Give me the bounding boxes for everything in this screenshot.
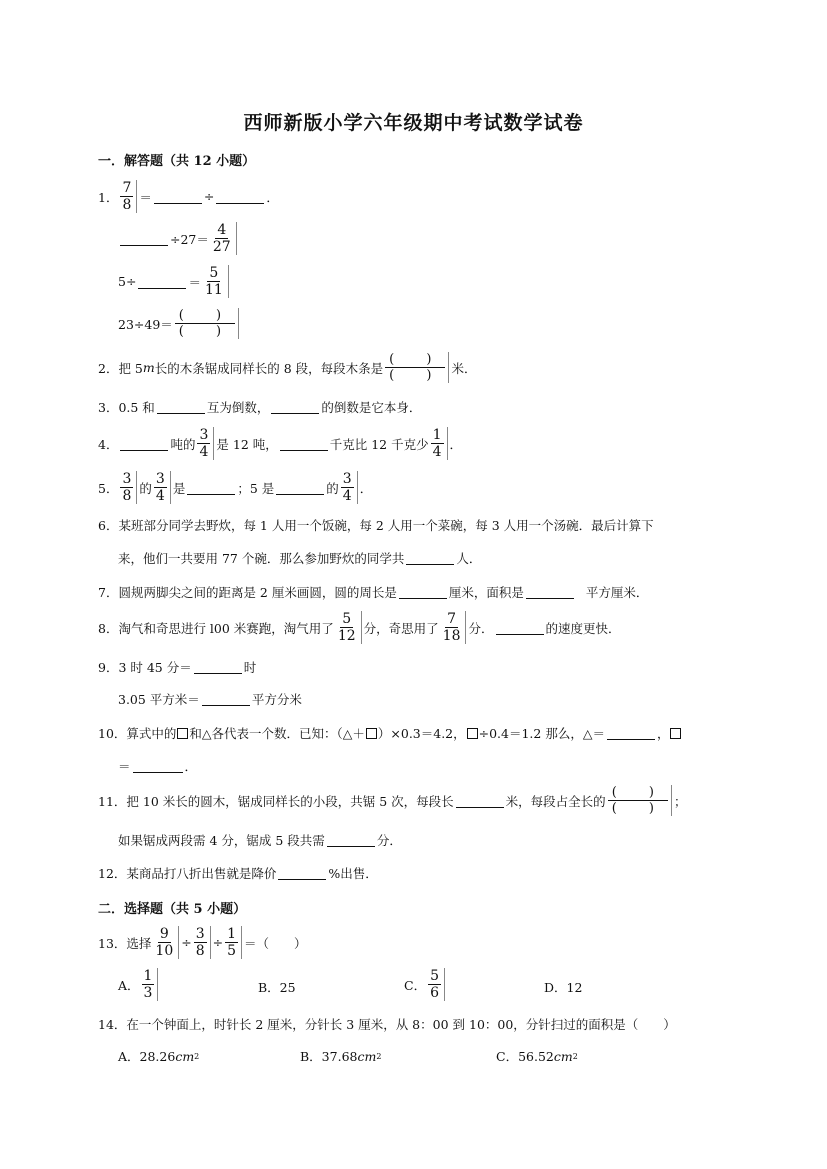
question-number: 1． xyxy=(98,189,119,205)
text: 4． xyxy=(98,436,119,452)
text: 是 12 吨， xyxy=(216,436,278,452)
denominator: 4 xyxy=(342,488,352,504)
fraction xyxy=(211,222,237,255)
option-13-b[interactable] xyxy=(258,978,296,996)
question-10 xyxy=(98,724,682,742)
text: 7．圆规两脚尖之间的距离是 2 厘米画圆，圆的周长是 xyxy=(98,585,397,600)
section-heading-answer: 一．解答题（共 12 小题） xyxy=(98,154,256,169)
numerator: 5 xyxy=(209,265,219,281)
answer-blank[interactable] xyxy=(456,806,504,808)
option-label: B．25 xyxy=(258,980,296,995)
text: 12．某商品打八折出售就是降价 xyxy=(98,866,277,881)
option-13-c[interactable] xyxy=(404,968,447,1001)
question-8 xyxy=(98,611,621,644)
denominator: 10 xyxy=(155,943,174,959)
fraction xyxy=(120,180,137,213)
numerator: 5 xyxy=(430,968,439,984)
answer-blank[interactable] xyxy=(120,449,168,451)
text: ÷ xyxy=(212,935,224,950)
answer-blank[interactable] xyxy=(276,493,324,495)
text: 6．某班部分同学去野炊，每 1 人用一个饭碗，每 2 人用一个菜碗，每 3 人用一个汤碗．最后计算下 xyxy=(98,518,654,533)
text: 的 xyxy=(139,480,152,496)
option-label: A． xyxy=(118,977,140,993)
denominator: 12 xyxy=(337,628,356,644)
text: 的速度更快． xyxy=(545,620,621,636)
square-symbol xyxy=(670,728,681,739)
answer-blank[interactable] xyxy=(138,287,186,289)
denominator: 5 xyxy=(227,943,237,959)
answer-blank[interactable] xyxy=(187,493,235,495)
question-9 xyxy=(98,658,256,676)
text: ÷0.4＝1.2 那么，△＝ xyxy=(478,726,605,741)
fraction xyxy=(431,427,448,460)
fraction xyxy=(120,471,137,504)
denominator: 8 xyxy=(122,488,132,504)
denominator: 18 xyxy=(442,628,461,644)
text: 23÷49＝ xyxy=(118,316,173,332)
numerator: 3 xyxy=(122,471,132,487)
text: 米，每段占全长的 xyxy=(505,793,606,809)
fraction xyxy=(203,265,229,298)
superscript: 2 xyxy=(376,1051,382,1061)
text: 千克比 12 千克少 xyxy=(329,436,429,452)
answer-blank[interactable] xyxy=(406,563,454,565)
denominator: 8 xyxy=(195,943,205,959)
text: 分． xyxy=(376,833,402,848)
denominator: 27 xyxy=(212,239,231,255)
text: 3．0.5 和 xyxy=(98,400,155,415)
text: 5． xyxy=(98,480,119,496)
numerator: 9 xyxy=(159,926,169,942)
denominator: 8 xyxy=(122,197,132,213)
question-7 xyxy=(98,583,648,601)
numerator: ( ) xyxy=(385,352,445,368)
answer-blank[interactable] xyxy=(607,738,655,740)
text: 2．把 5 xyxy=(98,360,143,376)
numerator: ( ) xyxy=(608,785,668,801)
option-label: D．12 xyxy=(544,980,583,995)
text: ＝ xyxy=(118,759,131,774)
answer-blank[interactable] xyxy=(526,597,574,599)
text: 互为倒数， xyxy=(206,400,270,415)
numerator: 4 xyxy=(217,222,227,238)
denominator: 4 xyxy=(199,444,209,460)
denominator: 6 xyxy=(430,985,439,1001)
text: ；5 是 xyxy=(237,480,275,496)
question-10-line-2 xyxy=(118,757,197,775)
numerator: 3 xyxy=(199,427,209,443)
denominator: 3 xyxy=(143,985,153,1001)
option-label: C． xyxy=(404,977,427,993)
unit: cm xyxy=(357,1048,377,1064)
text: ； xyxy=(673,793,687,809)
question-1-line-4 xyxy=(118,308,241,339)
question-5 xyxy=(98,471,372,504)
fraction xyxy=(153,926,179,959)
superscript: 2 xyxy=(572,1051,578,1061)
text: ）×0.3＝4.2， xyxy=(377,726,466,741)
text: 8．淘气和奇思进行 l00 米赛跑，淘气用了 xyxy=(98,620,334,636)
text: ． xyxy=(359,480,373,496)
text: 平方分米 xyxy=(251,692,302,707)
numerator: 3 xyxy=(155,471,165,487)
text: ． xyxy=(449,436,463,452)
question-4 xyxy=(98,427,462,460)
fraction xyxy=(154,471,171,504)
denominator: ( ) xyxy=(389,368,446,383)
text: ÷ xyxy=(203,189,215,204)
square-symbol xyxy=(177,728,188,739)
text: ， xyxy=(656,726,670,741)
numerator: 1 xyxy=(432,427,442,443)
text: 分． xyxy=(468,620,494,636)
answer-blank[interactable] xyxy=(271,412,319,414)
denominator: 11 xyxy=(204,282,223,298)
square-symbol xyxy=(467,728,478,739)
option-label: A．28.26 xyxy=(118,1049,176,1064)
option-13-d[interactable] xyxy=(544,978,582,996)
question-1 xyxy=(98,180,279,213)
option-13-a[interactable] xyxy=(118,968,160,1001)
text: ＝ xyxy=(139,189,152,205)
fraction xyxy=(428,968,445,1001)
text: 如果锯成两段需 4 分，锯成 5 段共需 xyxy=(118,833,325,848)
text: 是 xyxy=(172,480,186,496)
text: 13．选择 xyxy=(98,935,152,951)
fraction xyxy=(225,926,242,959)
numerator: 7 xyxy=(122,180,132,196)
text: 和△各代表一个数．已知：（△＋ xyxy=(189,726,365,741)
text: ＝（ ） xyxy=(244,935,307,951)
answer-blank[interactable] xyxy=(216,202,264,204)
text: 3.05 平方米＝ xyxy=(118,692,200,707)
text: 10．算式中的 xyxy=(98,726,177,741)
text: 的倒数是它本身． xyxy=(321,400,422,415)
answer-fraction[interactable] xyxy=(175,308,239,339)
option-14-b[interactable] xyxy=(300,1047,381,1065)
text: 分，奇思用了 xyxy=(363,620,439,636)
text: 9．3 时 45 分＝ xyxy=(98,660,192,675)
answer-fraction[interactable] xyxy=(608,785,672,816)
fraction xyxy=(441,611,467,644)
text: 的 xyxy=(326,480,339,496)
answer-blank[interactable] xyxy=(280,449,328,451)
question-13 xyxy=(98,926,307,959)
text: 人． xyxy=(456,551,482,566)
answer-blank[interactable] xyxy=(133,771,183,773)
numerator: 1 xyxy=(143,968,153,984)
text: ． xyxy=(266,189,279,205)
superscript: 2 xyxy=(194,1051,200,1061)
numerator: 3 xyxy=(342,471,352,487)
question-14 xyxy=(98,1015,676,1033)
numerator: 5 xyxy=(342,611,352,627)
text: 平方厘米． xyxy=(585,585,649,600)
question-11-line-2 xyxy=(118,831,402,849)
fraction xyxy=(194,926,211,959)
unit: cm xyxy=(553,1048,573,1064)
text: 来，他们一共要用 77 个碗．那么参加野炊的同学共 xyxy=(118,551,405,566)
question-9-line-2 xyxy=(118,690,302,708)
text: 米． xyxy=(451,360,477,376)
fraction xyxy=(341,471,358,504)
denominator: 4 xyxy=(155,488,165,504)
square-symbol xyxy=(366,728,377,739)
text: 时 xyxy=(243,660,257,675)
text: 14．在一个钟面上，时针长 2 厘米，分针长 3 厘米，从 8：00 到 10：00，分针扫过的面积是（ ） xyxy=(98,1017,676,1032)
option-14-a[interactable] xyxy=(118,1047,199,1065)
option-14-c[interactable] xyxy=(496,1047,578,1065)
denominator: ( ) xyxy=(178,324,236,339)
answer-blank[interactable] xyxy=(154,202,202,204)
option-label: C．56.52 xyxy=(496,1049,554,1064)
text: 长的木条锯成同样长的 8 段，每段木条是 xyxy=(154,360,384,376)
text: 11．把 10 米长的圆木，锯成同样长的小段，共锯 5 次，每段长 xyxy=(98,793,454,809)
answer-blank[interactable] xyxy=(327,845,375,847)
answer-blank[interactable] xyxy=(120,244,168,246)
denominator: ( ) xyxy=(611,801,668,816)
text: ． xyxy=(184,759,198,774)
section-heading-choice: 二．选择题（共 5 小题） xyxy=(98,902,247,917)
answer-blank[interactable] xyxy=(194,672,242,674)
fraction xyxy=(197,427,214,460)
answer-blank[interactable] xyxy=(278,878,326,880)
numerator: 7 xyxy=(447,611,457,627)
question-6-line-2 xyxy=(118,549,481,567)
answer-blank[interactable] xyxy=(157,412,205,414)
unit: cm xyxy=(175,1048,195,1064)
answer-blank[interactable] xyxy=(399,597,447,599)
text: ÷27＝ xyxy=(170,231,209,247)
text: 厘米，面积是 xyxy=(448,585,524,600)
text: 5÷ xyxy=(118,274,137,289)
answer-fraction[interactable] xyxy=(385,352,449,383)
text: ＝ xyxy=(188,274,201,290)
question-2 xyxy=(98,352,476,383)
numerator: ( ) xyxy=(175,308,235,324)
unit: m xyxy=(142,360,155,375)
fraction xyxy=(336,611,362,644)
denominator: 4 xyxy=(432,444,442,460)
text: %出售． xyxy=(328,866,378,881)
question-3 xyxy=(98,398,421,416)
question-1-line-2 xyxy=(118,222,239,255)
question-1-line-3 xyxy=(118,265,231,298)
question-6 xyxy=(98,516,654,534)
numerator: 3 xyxy=(195,926,205,942)
page-title: 西师新版小学六年级期中考试数学试卷 xyxy=(243,112,584,134)
text: 吨的 xyxy=(170,436,196,452)
option-label: B．37.68 xyxy=(300,1049,358,1064)
answer-blank[interactable] xyxy=(202,704,250,706)
question-11 xyxy=(98,785,686,816)
answer-blank[interactable] xyxy=(496,633,544,635)
question-12 xyxy=(98,864,378,882)
fraction xyxy=(142,968,159,1001)
text: ÷ xyxy=(181,935,192,950)
numerator: 1 xyxy=(227,926,237,942)
